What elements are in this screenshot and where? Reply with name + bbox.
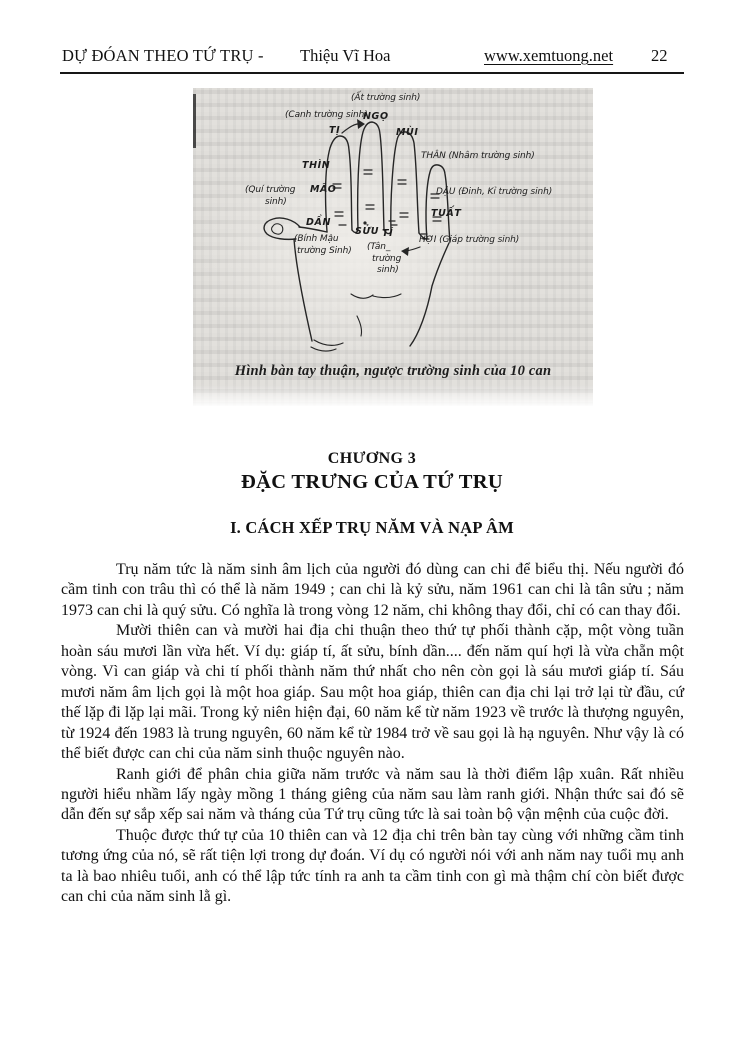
- label-than-nham: THÂN (Nhâm trường sinh): [421, 151, 535, 161]
- paragraph: Ranh giới để phân chia giữa năm trước và năm sau là thời điểm lập xuân. Rất nhiều người hiểu nhầm lấy ngày mồng 1 tháng giêng của năm sau làm ranh giới. Nhận thức sai đó sẽ dẫn đến sự sắp xếp sai năm và tháng của Tứ trụ cũng tức là sai toàn bộ vận mệnh của cuộc đời.: [61, 765, 684, 824]
- label-ngo: NGỌ: [363, 111, 389, 122]
- paragraph: Mười thiên can và mười hai địa chi thuận theo thứ tự phối thành cặp, một vòng tuần hoàn sáu mươi lần vừa hết. Ví dụ: giáp tí, ất sửu, bính dần.... đến năm quí hợi là vừa chẵn một vòng. Vì can giáp và chi tí phối thành năm thứ nhất cho nên còn gọi là sáu mươi giáp tí. Sáu mươi năm âm lịch gọi là một hoa giáp. Sau một hoa giáp, thiên can địa chi lại trở lại từ đầu, cứ thế lặp đi lặp lại mãi. Trong kỷ niên hiện đại, 60 năm kể từ năm 1923 về trước là thượng nguyên, từ 1924 đến 1983 là trung nguyên, 60 năm kể từ 1984 trở về sau gọi là hạ nguyên. Như vậy là có thể biết được can chi của năm sinh thuộc nguyên nào.: [61, 622, 684, 763]
- paragraph: Trụ năm tức là năm sinh âm lịch của người đó dùng can chi để biểu thị. Nếu người đó cầm tinh con trâu thì có thể là năm 1949 ; can chi là kỷ sửu, năm 1961 can chi là tân sửu ; năm 1973 can chi là quý sửu. Có nghĩa là trong vòng 12 năm, chi không thay đổi, chỉ có can thay đổi.: [61, 561, 684, 619]
- label-tuat: TUẤT: [431, 208, 462, 219]
- section-heading: I. CÁCH XẾP TRỤ NĂM VÀ NẠP ÂM: [230, 518, 514, 537]
- label-mui: MÙI: [396, 127, 419, 138]
- body-text: [61, 560, 684, 908]
- label-ti: TỊ: [329, 125, 341, 136]
- label-tan-line2: trường: [372, 254, 402, 264]
- label-binh-mau-line1: (Bính Mậu: [294, 234, 339, 244]
- label-dan: DẦN: [306, 217, 331, 228]
- figure-caption: Hình bàn tay thuận, ngược trường sinh của 10 can: [234, 363, 552, 379]
- scanned-hand-figure: [193, 88, 593, 406]
- label-qui-line1: (Quí trường: [245, 185, 296, 195]
- label-tan-line1: (Tân_: [367, 242, 391, 252]
- header-rule: [60, 72, 684, 74]
- label-thin: THÌN: [302, 160, 331, 171]
- label-dau-dinh-ki: DẬU (Đinh, Kỉ trường sinh): [436, 187, 553, 197]
- chapter-title: ĐẶC TRƯNG CỦA TỨ TRỤ: [241, 471, 503, 493]
- label-qui-line2: sinh): [265, 197, 287, 207]
- label-at-truong-sinh: (Ất trường sinh): [351, 93, 421, 103]
- label-mao: MÃO: [310, 184, 337, 195]
- label-hoi-giap: HỢI (Giáp trường sinh): [419, 235, 520, 245]
- label-canh-truong-sinh: (Canh trường sinh): [285, 110, 368, 120]
- label-suu: SỬU: [355, 226, 380, 237]
- paragraph: Thuộc được thứ tự của 10 thiên can và 12 địa chi trên bàn tay cùng với những cầm tinh tương ứng của nó, sẽ rất tiện lợi trong dự đoán. Ví dụ có người nói với anh năm nay tuổi mụ anh ta là bao nhiêu tuổi, anh có thể lập tức tính ra anh ta cầm tinh con gì mà thậm chí còn biết được can chi của năm sinh lằ gì.: [61, 826, 684, 906]
- label-ty: TÍ: [382, 228, 394, 239]
- label-tan-line3: sinh): [377, 265, 399, 275]
- book-title: DỰ ĐÓAN THEO TỨ TRỤ -: [62, 46, 264, 65]
- page-number: 22: [651, 46, 668, 65]
- website-link[interactable]: www.xemtuong.net: [484, 46, 614, 65]
- chapter-headings: [61, 450, 683, 538]
- chapter-number: CHƯƠNG 3: [327, 450, 417, 467]
- hand-diagram-drawing: [193, 88, 593, 406]
- label-binh-mau-line2: trường Sinh): [297, 246, 352, 256]
- book-author: Thiệu Vĩ Hoa: [300, 46, 391, 65]
